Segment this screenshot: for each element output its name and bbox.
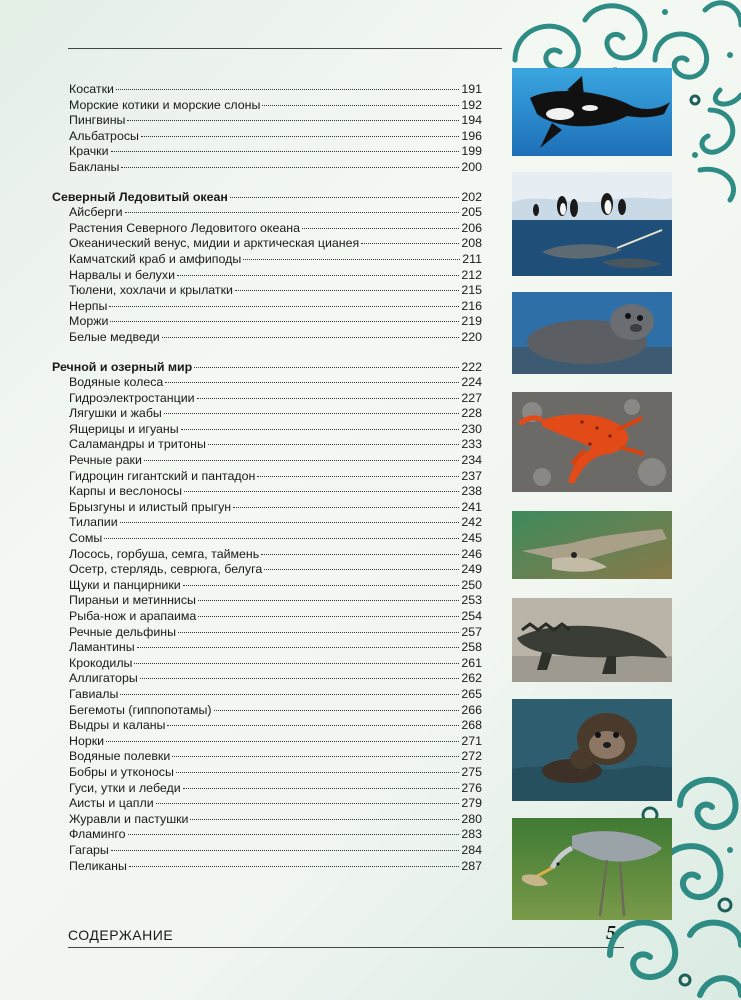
toc-leader-dots	[184, 491, 459, 492]
toc-entry[interactable]	[52, 144, 482, 160]
toc-page-number: 287	[461, 858, 482, 873]
toc-entry[interactable]	[52, 640, 482, 656]
toc-page-number: 202	[461, 189, 482, 204]
toc-entry-title: Речные раки	[69, 453, 142, 468]
toc-entry-title: Аисты и цапли	[69, 796, 154, 811]
toc-entry[interactable]	[52, 98, 482, 114]
toc-entry-title: Океанический венус, мидии и арктическая цианея	[69, 236, 360, 251]
page-number: 5	[606, 922, 616, 944]
toc-page-number: 245	[461, 531, 482, 546]
toc-entry[interactable]	[52, 299, 482, 315]
toc-entry-title: Ламантины	[69, 640, 135, 655]
toc-leader-dots	[162, 337, 460, 338]
toc-entry-title: Гуси, утки и лебеди	[69, 780, 181, 795]
toc-entry-title: Камчатский краб и амфиподы	[69, 251, 242, 266]
toc-entry[interactable]	[52, 718, 482, 734]
toc-entry[interactable]	[52, 671, 482, 687]
toc-entry-title: Белые медведи	[69, 329, 160, 344]
toc-page-number: 191	[461, 82, 482, 96]
toc-entry-title: Альбатросы	[69, 128, 139, 143]
toc-page-number: 246	[461, 546, 482, 561]
toc-entry[interactable]	[52, 625, 482, 641]
toc-leader-dots	[302, 228, 459, 229]
toc-page-number: 234	[461, 453, 482, 468]
toc-leader-dots	[197, 398, 460, 399]
toc-page-number: 200	[461, 159, 482, 174]
toc-entry-title: Саламандры и тритоны	[69, 437, 206, 452]
toc-entry[interactable]	[52, 330, 482, 346]
toc-leader-dots	[129, 866, 459, 867]
toc-leader-dots	[120, 522, 460, 523]
toc-entry-title: Пеликаны	[69, 858, 127, 873]
toc-page-number: 272	[461, 749, 482, 764]
toc-page-number: 228	[461, 406, 482, 421]
toc-entry-title: Водяные полевки	[69, 749, 171, 764]
toc-entry-title: Норки	[69, 733, 105, 748]
toc-leader-dots	[121, 167, 459, 168]
toc-entry[interactable]	[52, 827, 482, 843]
toc-entry-title: Морские котики и морские слоны	[69, 97, 261, 112]
toc-leader-dots	[128, 834, 460, 835]
toc-leader-dots	[176, 772, 459, 773]
toc-entry[interactable]	[52, 160, 482, 176]
toc-leader-dots	[183, 788, 460, 789]
toc-page-number: 268	[461, 718, 482, 733]
toc-entry[interactable]	[52, 656, 482, 672]
toc-entry[interactable]	[52, 205, 482, 221]
seal-photo	[512, 292, 672, 374]
toc-page-number: 254	[461, 609, 482, 623]
toc-entry-title: Гагары	[69, 842, 109, 857]
table-of-contents	[52, 82, 482, 888]
toc-leader-dots	[109, 306, 459, 307]
toc-entry[interactable]	[52, 812, 482, 828]
toc-leader-dots	[111, 850, 459, 851]
toc-entry-title: Пингвины	[69, 113, 126, 128]
toc-entry[interactable]	[52, 129, 482, 145]
toc-entry[interactable]	[52, 515, 482, 531]
toc-entry-title: Нерпы	[69, 298, 108, 313]
toc-entry[interactable]	[52, 268, 482, 284]
toc-page-number: 279	[461, 796, 482, 811]
toc-entry-title: Растения Северного Ледовитого океана	[69, 220, 301, 235]
toc-page-number: 206	[461, 220, 482, 235]
toc-entry-title: Гидроцин гигантский и пантадон	[69, 468, 256, 483]
heron-photo	[512, 818, 672, 920]
toc-entry-title: Бегемоты (гиппопотамы)	[69, 702, 212, 717]
toc-page-number: 205	[461, 205, 482, 220]
toc-leader-dots	[361, 243, 459, 244]
toc-page-number: 238	[461, 484, 482, 499]
toc-leader-dots	[181, 429, 460, 430]
toc-leader-dots	[262, 105, 459, 106]
toc-page-number: 275	[461, 764, 482, 779]
toc-entry-title: Речной и озерный мир	[52, 359, 193, 374]
toc-entry-title: Выдры и каланы	[69, 718, 166, 733]
toc-leader-dots	[110, 321, 459, 322]
toc-entry-title: Карпы и веслоносы	[69, 484, 183, 499]
toc-entry-title: Щуки и панцирники	[69, 577, 181, 592]
toc-entry[interactable]	[52, 314, 482, 330]
toc-leader-dots	[156, 803, 460, 804]
toc-leader-dots	[144, 460, 459, 461]
toc-entry[interactable]	[52, 843, 482, 859]
toc-page-number: 242	[461, 515, 482, 530]
toc-entry-title: Рыба-нож и арапаима	[69, 609, 197, 623]
toc-page-number: 220	[461, 329, 482, 344]
toc-entry[interactable]	[52, 484, 482, 500]
toc-leader-dots	[198, 616, 459, 617]
toc-page-number: 257	[461, 624, 482, 639]
toc-entry[interactable]	[52, 703, 482, 719]
toc-leader-dots	[116, 89, 459, 90]
toc-entry-title: Бобры и утконосы	[69, 764, 174, 779]
toc-page-number: 276	[461, 780, 482, 795]
toc-leader-dots	[167, 725, 459, 726]
toc-leader-dots	[257, 476, 459, 477]
toc-leader-dots	[261, 554, 459, 555]
toc-entry[interactable]	[52, 749, 482, 765]
toc-entry-title: Речные дельфины	[69, 624, 176, 639]
orca-photo	[512, 68, 672, 156]
toc-page-number: 258	[461, 640, 482, 655]
toc-leader-dots	[106, 741, 459, 742]
toc-page-number: 194	[461, 113, 482, 128]
toc-entry[interactable]	[52, 113, 482, 129]
toc-page-number: 280	[461, 811, 482, 826]
section-title: СОДЕРЖАНИЕ	[68, 927, 174, 943]
toc-leader-dots	[264, 569, 459, 570]
toc-entry[interactable]	[52, 453, 482, 469]
toc-page-number: 249	[461, 562, 482, 577]
toc-entry[interactable]	[52, 547, 482, 563]
toc-leader-dots	[243, 259, 460, 260]
footer-rule	[68, 947, 624, 948]
toc-entry-title: Крачки	[69, 144, 109, 159]
toc-entry[interactable]	[52, 252, 482, 268]
toc-entry-title: Крокодилы	[69, 655, 133, 670]
toc-page-number: 237	[461, 468, 482, 483]
toc-leader-dots	[104, 538, 459, 539]
toc-leader-dots	[127, 120, 459, 121]
toc-entry-title: Тилапии	[69, 515, 118, 530]
toc-entry-title: Ящерицы и игуаны	[69, 421, 179, 436]
toc-leader-dots	[140, 678, 460, 679]
toc-entry[interactable]	[52, 422, 482, 438]
toc-entry-title: Пираньи и метиннисы	[69, 593, 196, 608]
toc-leader-dots	[233, 507, 459, 508]
toc-page-number: 261	[461, 655, 482, 670]
toc-entry-title: Косатки	[69, 82, 114, 96]
toc-entry[interactable]	[52, 593, 482, 609]
toc-page-number: 196	[461, 128, 482, 143]
toc-leader-dots	[190, 819, 459, 820]
toc-page-number: 266	[461, 702, 482, 717]
toc-page-number: 211	[462, 251, 482, 266]
toc-page-number: 192	[461, 97, 482, 112]
toc-entry[interactable]	[52, 375, 482, 391]
toc-entry-title: Тюлени, хохлачи и крылатки	[69, 283, 233, 298]
toc-entry-title: Осетр, стерлядь, севрюга, белуга	[69, 562, 263, 577]
toc-leader-dots	[183, 585, 460, 586]
header-rule	[68, 48, 502, 49]
toc-page-number: 262	[461, 671, 482, 686]
toc-leader-dots	[137, 647, 460, 648]
toc-page-number: 216	[461, 298, 482, 313]
toc-page-number: 241	[461, 499, 482, 514]
toc-entry-title: Северный Ледовитый океан	[52, 189, 228, 204]
toc-entry[interactable]	[52, 859, 482, 875]
salamander-photo	[512, 392, 672, 492]
toc-page-number: 250	[461, 577, 482, 592]
toc-entry[interactable]	[52, 221, 482, 237]
gar-fish-photo	[512, 511, 672, 579]
toc-group	[52, 190, 482, 346]
toc-section-heading[interactable]	[52, 360, 482, 376]
toc-entry[interactable]	[52, 236, 482, 252]
toc-page-number: 219	[461, 314, 482, 329]
toc-entry[interactable]	[52, 796, 482, 812]
toc-leader-dots	[125, 212, 460, 213]
toc-page-number: 284	[461, 842, 482, 857]
toc-entry[interactable]	[52, 500, 482, 516]
toc-entry[interactable]	[52, 687, 482, 703]
toc-group	[52, 82, 482, 176]
toc-page-number: 227	[461, 390, 482, 405]
toc-page-number: 199	[461, 144, 482, 159]
toc-entry[interactable]	[52, 283, 482, 299]
toc-page-number: 283	[461, 827, 482, 842]
toc-entry[interactable]	[52, 391, 482, 407]
toc-leader-dots	[164, 413, 459, 414]
toc-page-number: 208	[461, 236, 482, 251]
toc-entry-title: Айсберги	[69, 205, 123, 220]
toc-entry[interactable]	[52, 406, 482, 422]
toc-leader-dots	[120, 694, 459, 695]
toc-entry-title: Нарвалы и белухи	[69, 267, 175, 282]
toc-group	[52, 360, 482, 875]
toc-leader-dots	[178, 632, 459, 633]
toc-leader-dots	[235, 290, 459, 291]
toc-entry-title: Лосось, горбуша, семга, таймень	[69, 546, 260, 561]
toc-leader-dots	[141, 136, 459, 137]
toc-entry[interactable]	[52, 765, 482, 781]
toc-entry-title: Аллигаторы	[69, 671, 138, 686]
toc-entry[interactable]	[52, 531, 482, 547]
toc-entry-title: Гидроэлектростанции	[69, 390, 195, 405]
toc-entry[interactable]	[52, 781, 482, 797]
toc-entry-title: Журавли и пастушки	[69, 811, 189, 826]
toc-leader-dots	[230, 197, 459, 198]
toc-page-number: 222	[461, 359, 482, 374]
toc-page-number: 230	[461, 421, 482, 436]
alligator-photo	[512, 598, 672, 682]
toc-entry[interactable]	[52, 734, 482, 750]
toc-entry[interactable]	[52, 609, 482, 625]
toc-page-number: 265	[461, 686, 482, 701]
toc-entry[interactable]	[52, 82, 482, 98]
toc-page-number: 215	[461, 283, 482, 298]
toc-entry-title: Моржи	[69, 314, 109, 329]
toc-section-heading[interactable]	[52, 190, 482, 206]
toc-leader-dots	[111, 151, 460, 152]
toc-page-number: 253	[461, 593, 482, 608]
toc-page-number: 233	[461, 437, 482, 452]
toc-entry-title: Бакланы	[69, 159, 120, 174]
toc-entry-title: Фламинго	[69, 827, 126, 842]
toc-leader-dots	[194, 367, 459, 368]
toc-page-number: 224	[461, 375, 482, 390]
toc-entry-title: Гавиалы	[69, 686, 119, 701]
toc-entry-title: Водяные колеса	[69, 375, 164, 390]
toc-leader-dots	[214, 710, 460, 711]
toc-page-number: 212	[461, 267, 482, 282]
toc-entry[interactable]	[52, 437, 482, 453]
penguins-narwhals-photo	[512, 172, 672, 276]
sea-otter-photo	[512, 699, 672, 801]
toc-leader-dots	[208, 444, 459, 445]
right-swirl-ornament	[680, 100, 741, 210]
toc-entry[interactable]	[52, 578, 482, 594]
toc-entry-title: Сомы	[69, 531, 103, 546]
toc-leader-dots	[172, 756, 459, 757]
toc-leader-dots	[198, 600, 459, 601]
toc-entry[interactable]	[52, 562, 482, 578]
toc-entry-title: Лягушки и жабы	[69, 406, 162, 421]
toc-entry-title: Брызгуны и илистый прыгун	[69, 499, 232, 514]
toc-leader-dots	[165, 382, 459, 383]
toc-entry[interactable]	[52, 469, 482, 485]
toc-leader-dots	[177, 275, 459, 276]
toc-page-number: 271	[461, 733, 482, 748]
toc-leader-dots	[134, 663, 459, 664]
